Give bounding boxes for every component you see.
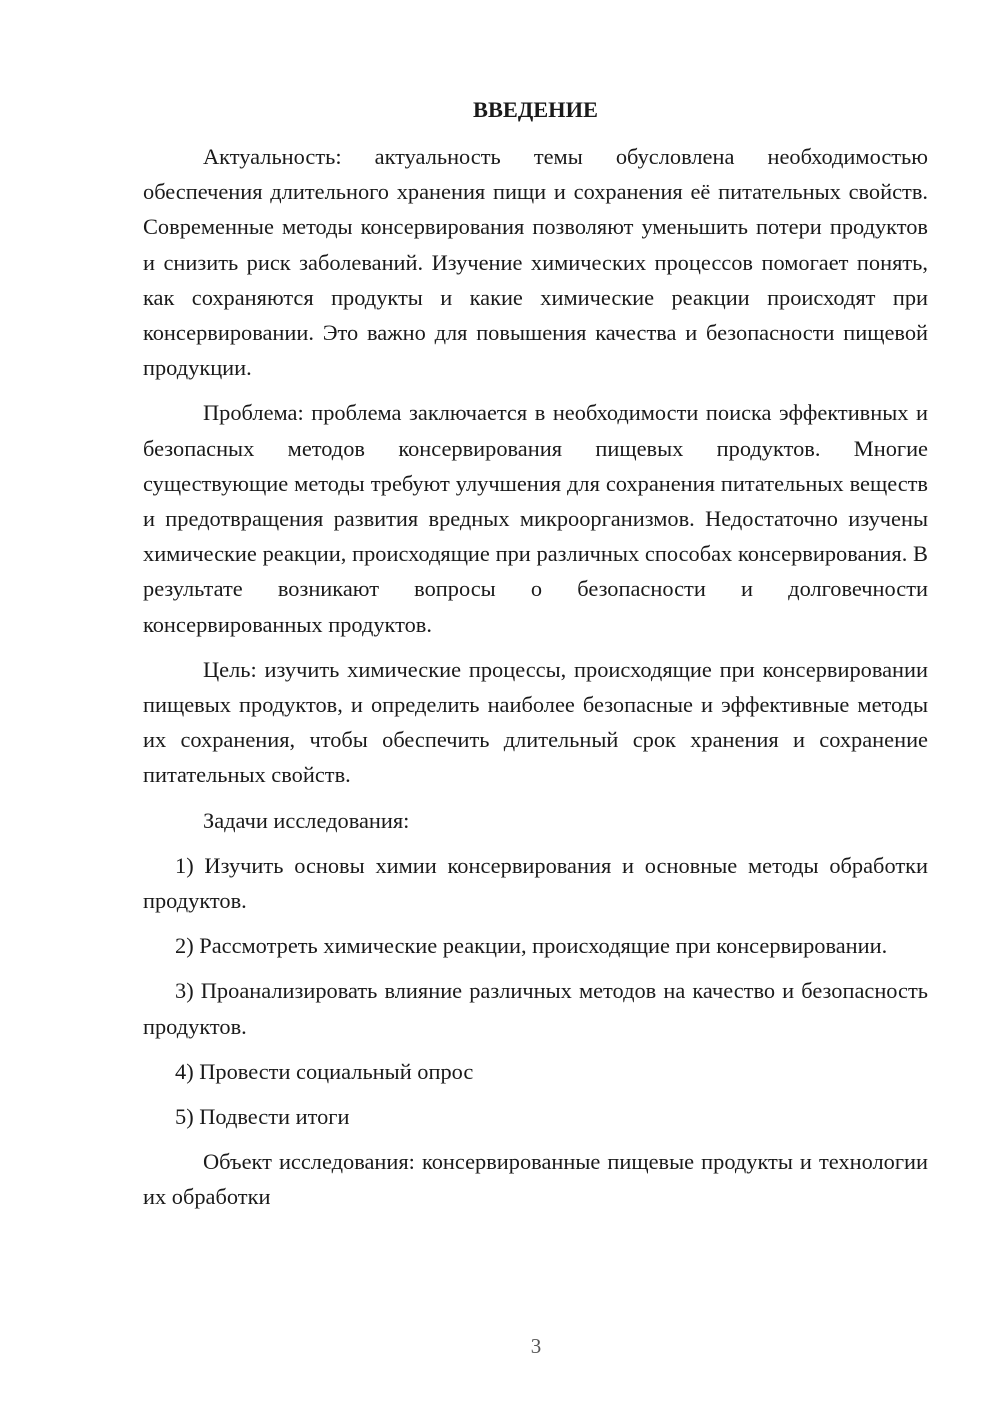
task-item-3: 3) Проанализировать влияние различных методов на качество и безопасность продуктов. bbox=[143, 978, 928, 1039]
paragraph-goal: Цель: изучить химические процессы, происходящие при консервировании пищевых продуктов, и определить наиболее безопасные и эффективные методы их сохранения, чтобы обеспечить длительный срок хранения и сохранение питательных свойств. bbox=[143, 656, 928, 788]
task-item-4: 4) Провести социальный опрос bbox=[175, 1058, 474, 1084]
task-item-2: 2) Рассмотреть химические реакции, происходящие при консервировании. bbox=[175, 933, 888, 959]
paragraph-object: Объект исследования: консервированные пищевые продукты и технологии их обработки bbox=[143, 1149, 928, 1210]
page-number: 3 bbox=[530, 1334, 542, 1358]
paragraph-problem: Проблема: проблема заключается в необходимости поиска эффективных и безопасных методов консервирования пищевых продуктов. Многие существующие методы требуют улучшения для сохранения питательных веществ и предотвращения развития вредных микроорганизмов. Недостаточно изучены химические реакции, происходящие при различных способах консервирования. В результате возникают вопросы о безопасности и долговечности консервированных продуктов. bbox=[143, 400, 928, 637]
paragraph-tasks-intro: Задачи исследования: bbox=[203, 807, 410, 833]
section-heading: ВВЕДЕНИЕ bbox=[473, 97, 598, 122]
paragraph-relevance: Актуальность: актуальность темы обусловлена необходимостью обеспечения длительного хранения пищи и сохранения её питательных свойств. Современные методы консервирования позволяют уменьшить потери продуктов и снизить риск заболеваний. Изучение химических процессов помогает понять, как сохраняются продукты и какие химические реакции происходят при консервировании. Это важно для повышения качества и безопасности пищевой продукции. bbox=[143, 144, 928, 381]
task-item-1: 1) Изучить основы химии консервирования и основные методы обработки продуктов. bbox=[143, 852, 928, 914]
page-content bbox=[143, 92, 928, 1225]
task-item-5: 5) Подвести итоги bbox=[175, 1104, 350, 1130]
